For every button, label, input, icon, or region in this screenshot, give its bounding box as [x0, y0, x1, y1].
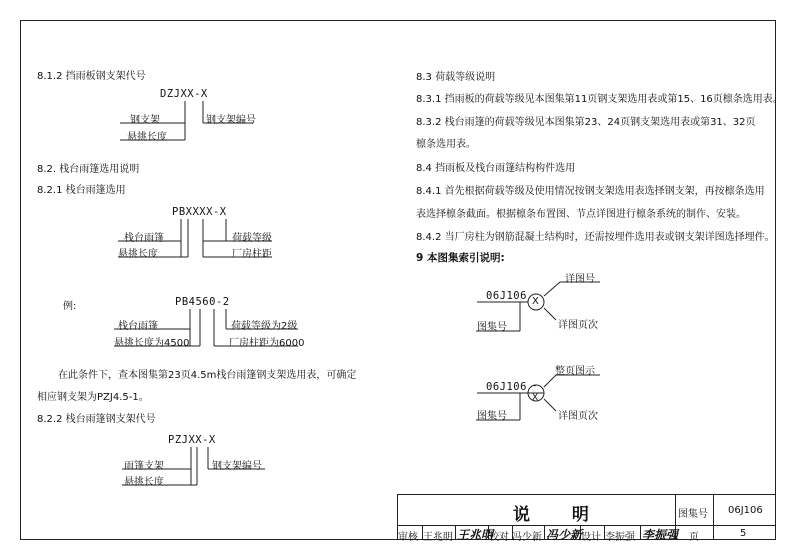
index2-page-label: 详图页次	[558, 411, 598, 422]
index1-symbol: X	[532, 296, 539, 307]
index2-full-page: 整页图示	[555, 366, 595, 377]
section-8-2-1: 8.2.1 栈台雨篷选用	[37, 185, 126, 196]
design-label: 设计	[581, 532, 601, 543]
section-8-1-2: 8.1.2 挡雨板钢支架代号	[37, 71, 146, 82]
review-signature: 王兆明	[457, 528, 494, 542]
check-name: 冯少新	[512, 532, 542, 543]
index1-detail-no: 详图号	[565, 274, 595, 285]
title-block-title: 说 明	[513, 505, 607, 525]
index2-atlas-label: 图集号	[477, 411, 507, 422]
design-signature: 李振强	[642, 528, 679, 542]
section-8-4-1-line1: 8.4.1 首先根据荷载等级及使用情况按钢支架选用表选择钢支架，再按檩条选用	[416, 186, 765, 197]
section-8-3: 8.3 荷载等级说明	[416, 72, 496, 83]
index2-symbol-top: -	[533, 381, 537, 391]
section-8-3-2-line1: 8.3.2 栈台雨篷的荷载等级见本图集第23、24页钢支架选用表或第31、32页	[416, 117, 756, 128]
code-pbxxxx: PBXXXX-X	[172, 206, 227, 218]
index2-atlas-code: 06J106	[486, 381, 527, 393]
section-8-4-2: 8.4.2 当厂房柱为钢筋混凝土结构时，还需按埋件选用表或钢支架详图选择埋件。	[416, 232, 775, 243]
label-bracket-number: 钢支架编号	[206, 115, 256, 126]
review-name: 王兆明	[423, 532, 453, 543]
code-pzjxx: PZJXX-X	[168, 434, 216, 446]
example-label: 例:	[63, 301, 77, 312]
label-platform-canopy-2: 栈台雨篷	[118, 321, 158, 332]
label-bracket-number-2: 钢支架编号	[212, 461, 262, 472]
label-cantilever-length-3: 悬挑长度	[124, 477, 164, 488]
index2-symbol-bottom: X	[532, 393, 539, 403]
index1-atlas-code: 06J106	[486, 290, 527, 302]
atlas-no-label: 图集号	[678, 509, 708, 520]
label-cantilever-length-2: 悬挑长度	[118, 249, 158, 260]
label-load-grade: 荷载等级	[232, 233, 272, 244]
tb-vline-b	[455, 525, 456, 540]
paragraph-line-2: 相应钢支架为PZJ4.5-1。	[37, 392, 149, 403]
index1-page-label: 详图页次	[558, 320, 598, 331]
label-column-spacing: 厂房柱距	[232, 249, 272, 260]
label-cantilever-4500: 悬挑长度为4500	[114, 338, 190, 349]
label-platform-canopy: 栈台雨篷	[124, 233, 164, 244]
tb-vline-h	[640, 525, 641, 540]
paragraph-line-1: 在此条件下，查本图集第23页4.5m栈台雨篷钢支架选用表，可确定	[58, 370, 357, 381]
label-cantilever-length: 悬挑长度	[127, 132, 167, 143]
tb-hline	[397, 525, 776, 526]
section-8-4: 8.4 挡雨板及栈台雨篷结构构件选用	[416, 163, 576, 174]
label-load-grade-2: 荷载等级为2级	[231, 321, 298, 332]
check-signature: 冯少新	[546, 528, 583, 542]
label-canopy-bracket: 雨篷支架	[124, 461, 164, 472]
section-8-2: 8.2. 栈台雨篷选用说明	[37, 164, 140, 175]
section-9: 9 本图集索引说明:	[416, 252, 505, 264]
label-steel-bracket: 钢支架	[130, 115, 160, 126]
tb-vline-e	[544, 525, 545, 540]
code-pb4560: PB4560-2	[175, 296, 230, 308]
section-8-4-1-line2: 表选择檩条截面。根据檩条布置图、节点详图进行檩条系统的制作、安装。	[416, 209, 746, 220]
code-dzjxx: DZJXX-X	[160, 88, 208, 100]
section-8-2-2: 8.2.2 栈台雨篷钢支架代号	[37, 414, 156, 425]
index1-atlas-label: 图集号	[477, 322, 507, 333]
atlas-no-value: 06J106	[728, 505, 763, 516]
check-label: 校对	[489, 532, 509, 543]
review-label: 审核	[398, 532, 418, 543]
label-column-6000: 厂房柱距为6000	[229, 338, 305, 349]
design-name: 李振强	[605, 532, 635, 543]
page-label: 页	[689, 532, 699, 543]
section-8-3-1: 8.3.1 挡雨板的荷载等级见本图集第11页钢支架选用表或第15、16页檩条选用表。	[416, 94, 783, 105]
page-number: 5	[740, 528, 747, 539]
tb-vline-2	[713, 494, 714, 540]
section-8-3-2-line2: 檩条选用表。	[416, 139, 476, 150]
